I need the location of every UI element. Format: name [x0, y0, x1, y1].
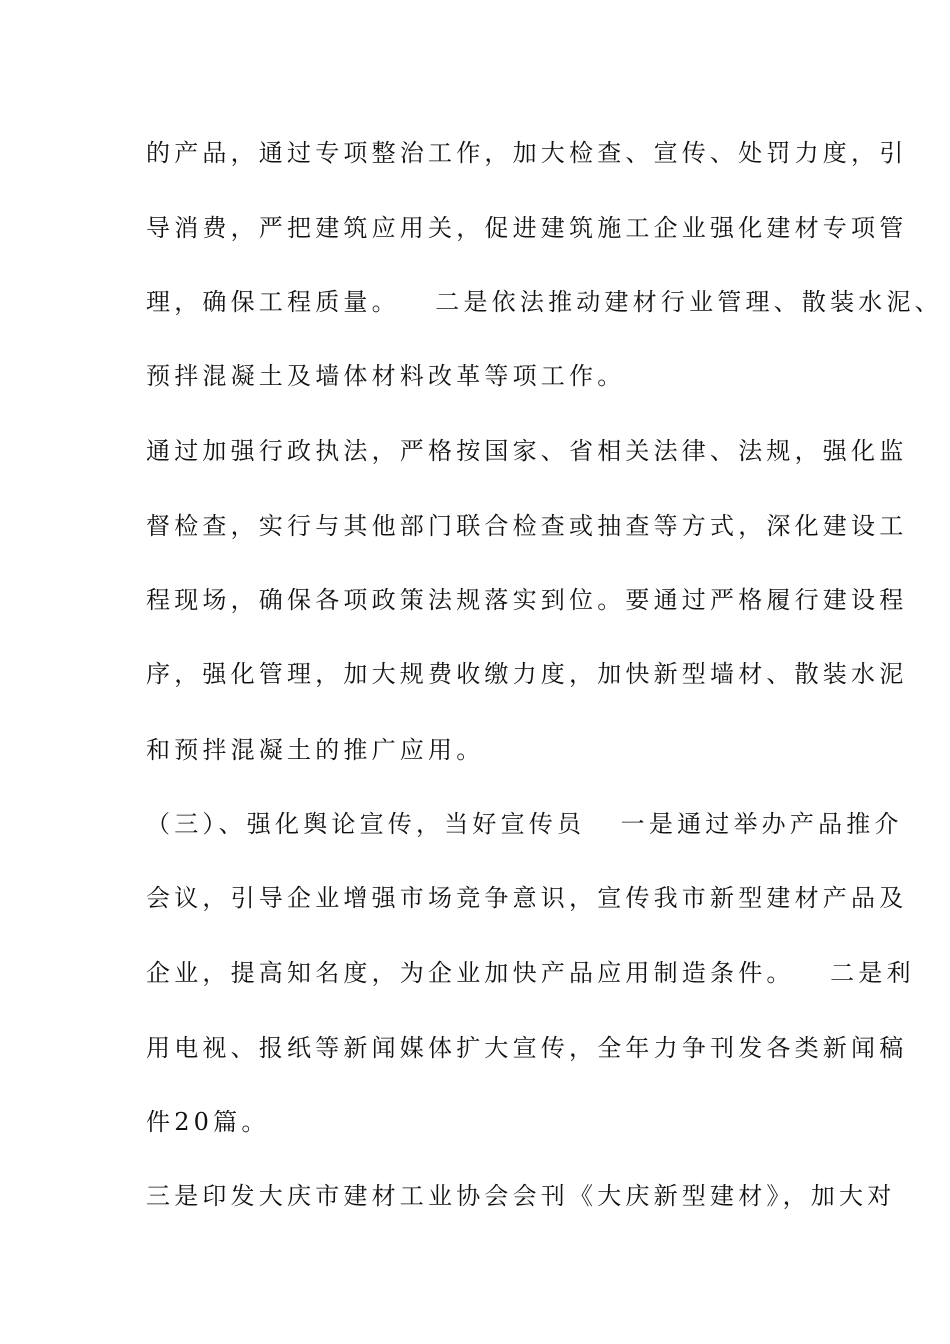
text-line: 预拌混凝土及墙体材料改革等项工作。: [146, 362, 626, 390]
text-line: 三是印发大庆市建材工业协会会刊《大庆新型建材》，加大对: [146, 1182, 896, 1210]
text-line: 用电视、报纸等新闻媒体扩大宣传，全年力争刊发各类新闻稿: [146, 1034, 908, 1062]
text-line: 和预拌混凝土的推广应用。: [146, 736, 485, 764]
text-line: 的产品，通过专项整治工作，加大检查、宣传、处罚力度，引: [146, 139, 908, 167]
text-line: 导消费，严把建筑应用关，促进建筑施工企业强化建材专项管: [146, 214, 908, 242]
text-line: 理，确保工程质量。 二是依法推动建材行业管理、散装水泥、: [146, 288, 943, 316]
text-line: 程现场，确保各项政策法规落实到位。要通过严格履行建设程: [146, 586, 908, 614]
text-line: （三）、强化舆论宣传，当好宣传员 一是通过举办产品推介: [146, 810, 903, 838]
text-line: 会议，引导企业增强市场竞争意识，宣传我市新型建材产品及: [146, 884, 908, 912]
text-line: 件20篇。: [146, 1108, 270, 1136]
text-line: 督检查，实行与其他部门联合检查或抽查等方式，深化建设工: [146, 512, 908, 540]
text-line: 通过加强行政执法，严格按国家、省相关法律、法规，强化监: [146, 437, 908, 465]
text-line: 序，强化管理，加大规费收缴力度，加快新型墙材、散装水泥: [146, 660, 908, 688]
text-line: 企业，提高知名度，为企业加快产品应用制造条件。 二是利: [146, 959, 915, 987]
